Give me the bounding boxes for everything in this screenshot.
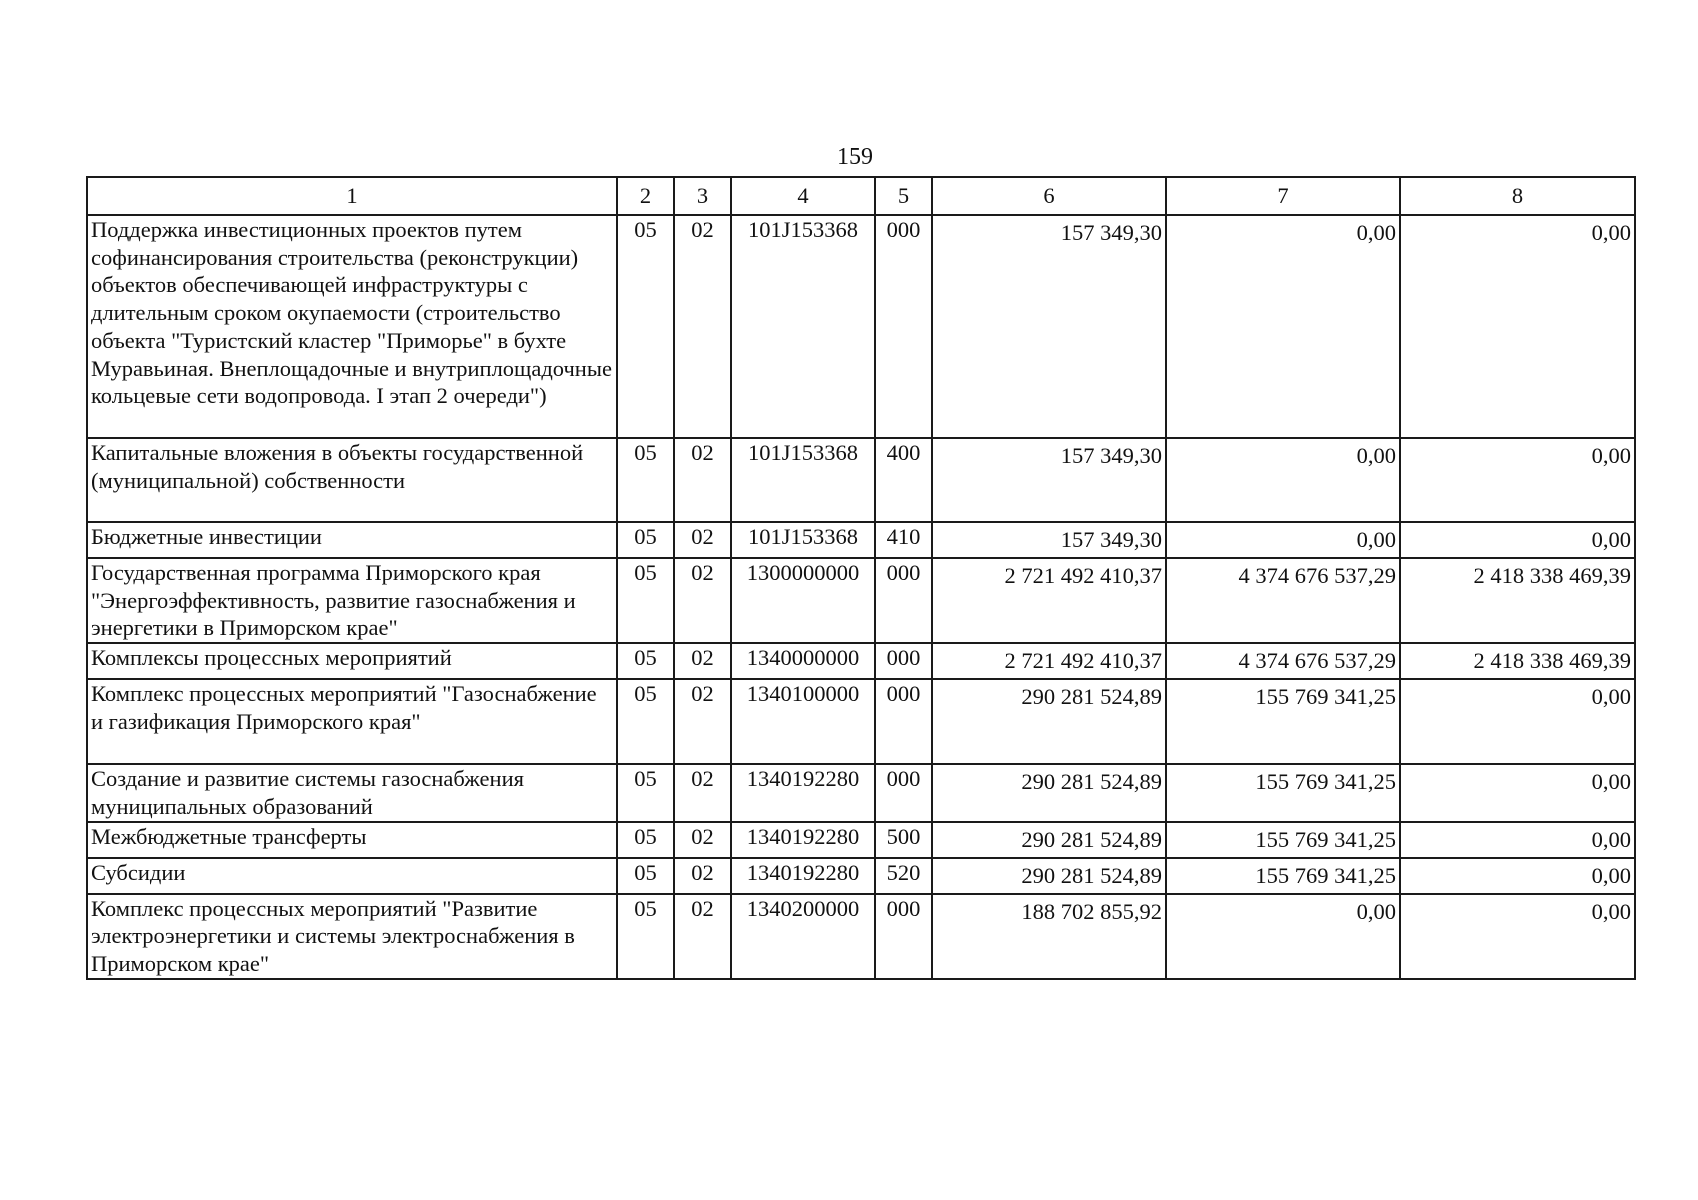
target-article-cell: 1340192280 bbox=[731, 822, 875, 858]
amount-value: 290 281 524,89 bbox=[1021, 769, 1162, 795]
amount-value: 0,00 bbox=[1356, 220, 1396, 245]
amount-value: 0,00 bbox=[1591, 443, 1631, 468]
row-name-cell: Межбюджетные трансферты bbox=[87, 822, 617, 858]
amount-col8-cell bbox=[1400, 764, 1635, 821]
expense-type-cell: 000 bbox=[875, 679, 932, 764]
amount-col7-cell bbox=[1166, 215, 1400, 438]
subsection-code-cell: 02 bbox=[674, 822, 731, 858]
amount-col7-cell bbox=[1166, 438, 1400, 522]
section-code-cell: 05 bbox=[617, 764, 674, 821]
amount-value: 0,00 bbox=[1591, 527, 1631, 552]
amount-col8-cell bbox=[1400, 858, 1635, 894]
expense-type-cell: 520 bbox=[875, 858, 932, 894]
subsection-code-cell: 02 bbox=[674, 215, 731, 438]
amount-value: 0,00 bbox=[1356, 898, 1396, 924]
subsection-code-cell: 02 bbox=[674, 438, 731, 522]
row-name-cell: Поддержка инвестиционных проектов путем софинансирования строительства (реконструкции) объектов обеспечивающей инфраструктуры с длительным сроком окупаемости (строительство объекта "Туристский кластер "Приморье" в бухте Муравьиная. Внеплощадочные и внутриплощадочные кольцевые сети водопровода. I этап 2 очереди") bbox=[87, 215, 617, 438]
amount-value: 2 418 338 469,39 bbox=[1473, 648, 1631, 674]
subsection-code-cell: 02 bbox=[674, 858, 731, 894]
table-row bbox=[87, 894, 1635, 979]
row-name-cell: Комплекс процессных мероприятий "Газоснабжение и газификация Приморского края" bbox=[87, 679, 617, 764]
amount-col7-cell bbox=[1166, 643, 1400, 679]
target-article-cell: 101J153368 bbox=[731, 438, 875, 522]
amount-col8-cell bbox=[1400, 438, 1635, 522]
table-row bbox=[87, 558, 1635, 643]
column-header: 7 bbox=[1166, 177, 1400, 215]
amount-value: 155 769 341,25 bbox=[1255, 684, 1396, 710]
amount-value: 2 418 338 469,39 bbox=[1473, 563, 1631, 588]
expense-type-cell: 500 bbox=[875, 822, 932, 858]
section-code-cell: 05 bbox=[617, 438, 674, 522]
target-article-cell: 101J153368 bbox=[731, 215, 875, 438]
amount-value: 157 349,30 bbox=[1060, 220, 1162, 245]
amount-col7-cell bbox=[1166, 522, 1400, 558]
amount-col6-cell bbox=[932, 894, 1166, 979]
section-code-cell: 05 bbox=[617, 522, 674, 558]
expense-type-cell: 000 bbox=[875, 894, 932, 979]
amount-col7-cell bbox=[1166, 858, 1400, 894]
amount-col6-cell bbox=[932, 438, 1166, 522]
amount-col6-cell bbox=[932, 215, 1166, 438]
amount-value: 157 349,30 bbox=[1060, 527, 1162, 552]
subsection-code-cell: 02 bbox=[674, 679, 731, 764]
amount-col7-cell bbox=[1166, 764, 1400, 821]
section-code-cell: 05 bbox=[617, 643, 674, 679]
target-article-cell: 101J153368 bbox=[731, 522, 875, 558]
amount-value: 0,00 bbox=[1356, 527, 1396, 552]
table-row bbox=[87, 215, 1635, 438]
row-name-cell: Создание и развитие системы газоснабжения муниципальных образований bbox=[87, 764, 617, 821]
amount-col7-cell bbox=[1166, 558, 1400, 643]
subsection-code-cell: 02 bbox=[674, 643, 731, 679]
amount-value: 155 769 341,25 bbox=[1255, 826, 1396, 852]
table-header-row bbox=[87, 177, 1635, 215]
amount-col6-cell bbox=[932, 679, 1166, 764]
section-code-cell: 05 bbox=[617, 215, 674, 438]
expense-type-cell: 000 bbox=[875, 764, 932, 821]
row-name-cell: Комплекс процессных мероприятий "Развитие электроэнергетики и системы электроснабжения в Приморском крае" bbox=[87, 894, 617, 979]
column-header: 5 bbox=[875, 177, 932, 215]
table-row bbox=[87, 764, 1635, 821]
subsection-code-cell: 02 bbox=[674, 558, 731, 643]
amount-value: 0,00 bbox=[1591, 684, 1631, 710]
amount-value: 155 769 341,25 bbox=[1255, 769, 1396, 795]
section-code-cell: 05 bbox=[617, 558, 674, 643]
row-name-cell: Комплексы процессных мероприятий bbox=[87, 643, 617, 679]
column-header: 3 bbox=[674, 177, 731, 215]
table-row bbox=[87, 438, 1635, 522]
amount-value: 0,00 bbox=[1591, 826, 1631, 852]
column-header: 6 bbox=[932, 177, 1166, 215]
amount-value: 0,00 bbox=[1591, 898, 1631, 924]
amount-col8-cell bbox=[1400, 679, 1635, 764]
amount-col8-cell bbox=[1400, 522, 1635, 558]
section-code-cell: 05 bbox=[617, 894, 674, 979]
amount-value: 2 721 492 410,37 bbox=[1004, 563, 1162, 588]
table-row bbox=[87, 858, 1635, 894]
budget-table bbox=[86, 176, 1636, 980]
amount-value: 290 281 524,89 bbox=[1021, 684, 1162, 710]
amount-col6-cell bbox=[932, 822, 1166, 858]
amount-value: 0,00 bbox=[1591, 862, 1631, 888]
table-row bbox=[87, 522, 1635, 558]
amount-value: 290 281 524,89 bbox=[1021, 826, 1162, 852]
subsection-code-cell: 02 bbox=[674, 764, 731, 821]
amount-col6-cell bbox=[932, 522, 1166, 558]
amount-value: 155 769 341,25 bbox=[1255, 862, 1396, 888]
target-article-cell: 1340000000 bbox=[731, 643, 875, 679]
target-article-cell: 1340100000 bbox=[731, 679, 875, 764]
page-number: 159 bbox=[837, 144, 873, 170]
amount-col6-cell bbox=[932, 764, 1166, 821]
amount-value: 188 702 855,92 bbox=[1021, 898, 1162, 924]
amount-value: 0,00 bbox=[1591, 769, 1631, 795]
table-row bbox=[87, 679, 1635, 764]
expense-type-cell: 410 bbox=[875, 522, 932, 558]
table-row bbox=[87, 822, 1635, 858]
amount-col7-cell bbox=[1166, 679, 1400, 764]
row-name-cell: Бюджетные инвестиции bbox=[87, 522, 617, 558]
expense-type-cell: 400 bbox=[875, 438, 932, 522]
amount-col8-cell bbox=[1400, 822, 1635, 858]
target-article-cell: 1300000000 bbox=[731, 558, 875, 643]
amount-value: 157 349,30 bbox=[1060, 443, 1162, 468]
expense-type-cell: 000 bbox=[875, 643, 932, 679]
expense-type-cell: 000 bbox=[875, 558, 932, 643]
column-header: 4 bbox=[731, 177, 875, 215]
row-name-cell: Государственная программа Приморского края "Энергоэффективность, развитие газоснабжения и энергетики в Приморском крае" bbox=[87, 558, 617, 643]
target-article-cell: 1340200000 bbox=[731, 894, 875, 979]
amount-value: 4 374 676 537,29 bbox=[1238, 563, 1396, 588]
amount-col8-cell bbox=[1400, 643, 1635, 679]
row-name-cell: Субсидии bbox=[87, 858, 617, 894]
subsection-code-cell: 02 bbox=[674, 522, 731, 558]
section-code-cell: 05 bbox=[617, 858, 674, 894]
target-article-cell: 1340192280 bbox=[731, 764, 875, 821]
column-header: 2 bbox=[617, 177, 674, 215]
expense-type-cell: 000 bbox=[875, 215, 932, 438]
amount-value: 0,00 bbox=[1356, 443, 1396, 468]
target-article-cell: 1340192280 bbox=[731, 858, 875, 894]
section-code-cell: 05 bbox=[617, 822, 674, 858]
amount-value: 2 721 492 410,37 bbox=[1004, 648, 1162, 674]
column-header: 8 bbox=[1400, 177, 1635, 215]
amount-col6-cell bbox=[932, 858, 1166, 894]
amount-col8-cell bbox=[1400, 558, 1635, 643]
table-row bbox=[87, 643, 1635, 679]
amount-col6-cell bbox=[932, 558, 1166, 643]
amount-col7-cell bbox=[1166, 822, 1400, 858]
amount-col7-cell bbox=[1166, 894, 1400, 979]
section-code-cell: 05 bbox=[617, 679, 674, 764]
amount-col8-cell bbox=[1400, 215, 1635, 438]
amount-value: 290 281 524,89 bbox=[1021, 862, 1162, 888]
amount-col8-cell bbox=[1400, 894, 1635, 979]
row-name-cell: Капитальные вложения в объекты государственной (муниципальной) собственности bbox=[87, 438, 617, 522]
amount-col6-cell bbox=[932, 643, 1166, 679]
column-header: 1 bbox=[87, 177, 617, 215]
subsection-code-cell: 02 bbox=[674, 894, 731, 979]
amount-value: 0,00 bbox=[1591, 220, 1631, 245]
amount-value: 4 374 676 537,29 bbox=[1238, 648, 1396, 674]
